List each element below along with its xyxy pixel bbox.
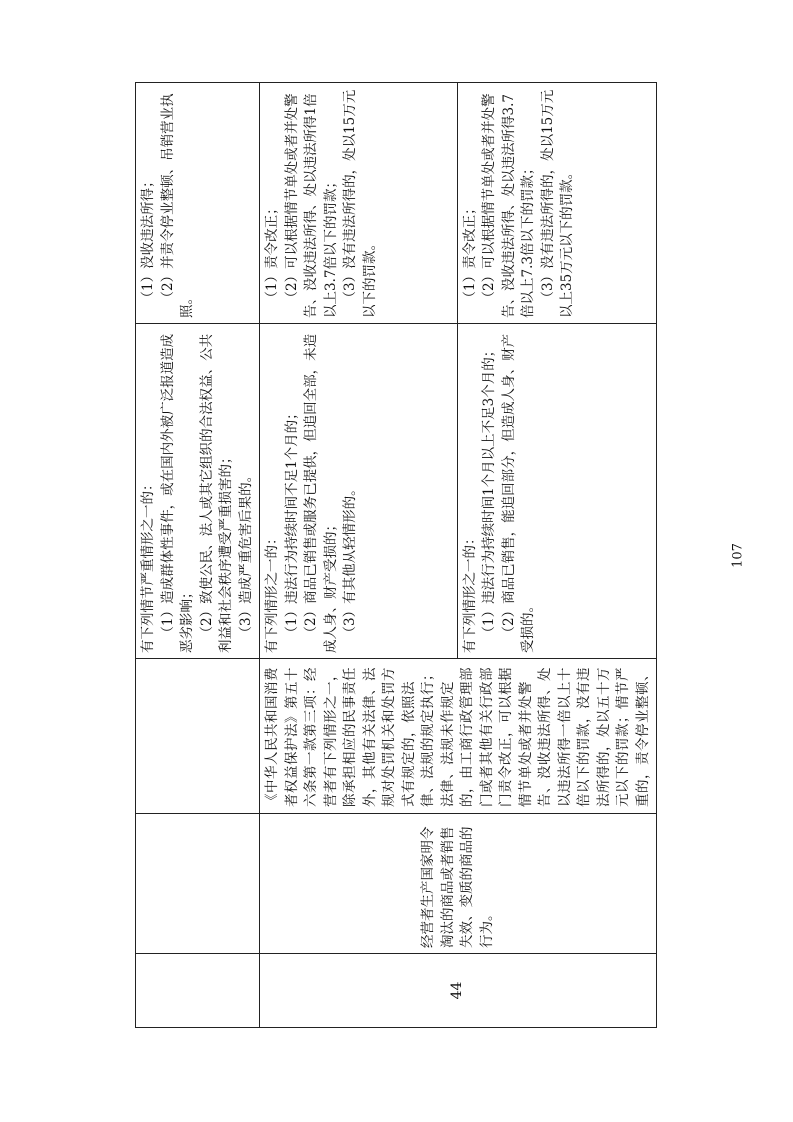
penalty-cell (260, 83, 458, 324)
rotated-table-page (135, 83, 651, 1028)
circumstance-line: （2）商品已销售或服务已提供，但追回全部，未造成人身、财产受损的； (303, 333, 339, 653)
penalty-table (135, 82, 657, 1028)
circumstance-line: （1）违法行为持续时间1个月以上不足3个月的； (481, 343, 498, 640)
penalty-cell (457, 83, 656, 324)
circumstance-line: 有下列情节严重情形之一的： (140, 477, 156, 653)
penalty-line: （1）责令改正； (461, 201, 478, 305)
legal-basis-cell (136, 659, 260, 814)
penalty-line: （2）并责令停业整顿、吊销营业执照。 (159, 93, 195, 318)
circumstance-cell (260, 324, 458, 659)
circumstance-line: （1）违法行为持续时间不足1个月的； (283, 406, 300, 640)
penalty-line: （3）没有违法所得的，处以15万元以上35万元以下的罚款。 (539, 89, 576, 318)
item-number-cell (136, 954, 260, 1028)
circumstance-line: （3）造成严重危害后果的。 (237, 468, 254, 640)
circumstance-line: 有下列情形之一的： (264, 531, 280, 653)
item-number-cell: 44 (260, 954, 657, 1028)
table-row (260, 83, 458, 1028)
circumstance-line: （1）造成群体性事件，或在国内外被广泛报道造成恶劣影响； (159, 333, 195, 653)
penalty-line: （2）可以根据情节单处或者并处警告、没收违法所得、处以违法所得3.7倍以上7.3倍以下的罚款； (481, 93, 537, 318)
penalty-line: （1）没收违法所得； (140, 174, 156, 305)
circumstance-line: （3）有其他从轻情形的。 (342, 482, 358, 640)
penalty-line: （3）没有违法所得的，处以15万元以下的罚款。 (342, 89, 378, 318)
circumstance-cell (136, 324, 260, 659)
penalty-line: （1）责令改正； (264, 201, 280, 305)
table-row (136, 83, 260, 1028)
legal-basis-cell: 《中华人民共和国消费者权益保护法》第五十六条第一款第三项：经营者有下列情形之一，除承担相应的民事责任外，其他有关法律、法规对处罚机关和处罚方式有规定的，依照法律、法规的规定执行；法律、法规未作规定的，由工商行政管理部门或者其他有关行政部门责令改正，可以根据情节单处或者并处警告、没收违法所得、处以违法所得一倍以上十倍以下的罚款，没有违法所得的，处以五十万元以下的罚款；情节严重的，责令停业整顿、 (260, 659, 657, 814)
violation-act-cell (136, 814, 260, 954)
penalty-cell (136, 83, 260, 324)
circumstance-line: 有下列情形之一的： (461, 531, 478, 653)
circumstance-cell (457, 324, 656, 659)
penalty-line: （2）可以根据情节单处或者并处警告、没收违法所得、处以违法所得1倍以上3.7倍以下的罚款； (283, 93, 339, 318)
circumstance-line: （2）致使公民、法人或其它组织的合法权益、公共利益和社会秩序遭受严重损害的； (198, 333, 234, 653)
violation-act-cell: 经营者生产国家明令淘汰的商品或者销售失效、变质的商品的行为。 (260, 814, 657, 954)
page-number: 107 (730, 543, 746, 568)
circumstance-line: （2）商品已销售，能追回部分，但造成人身、财产受损的。 (500, 333, 537, 653)
